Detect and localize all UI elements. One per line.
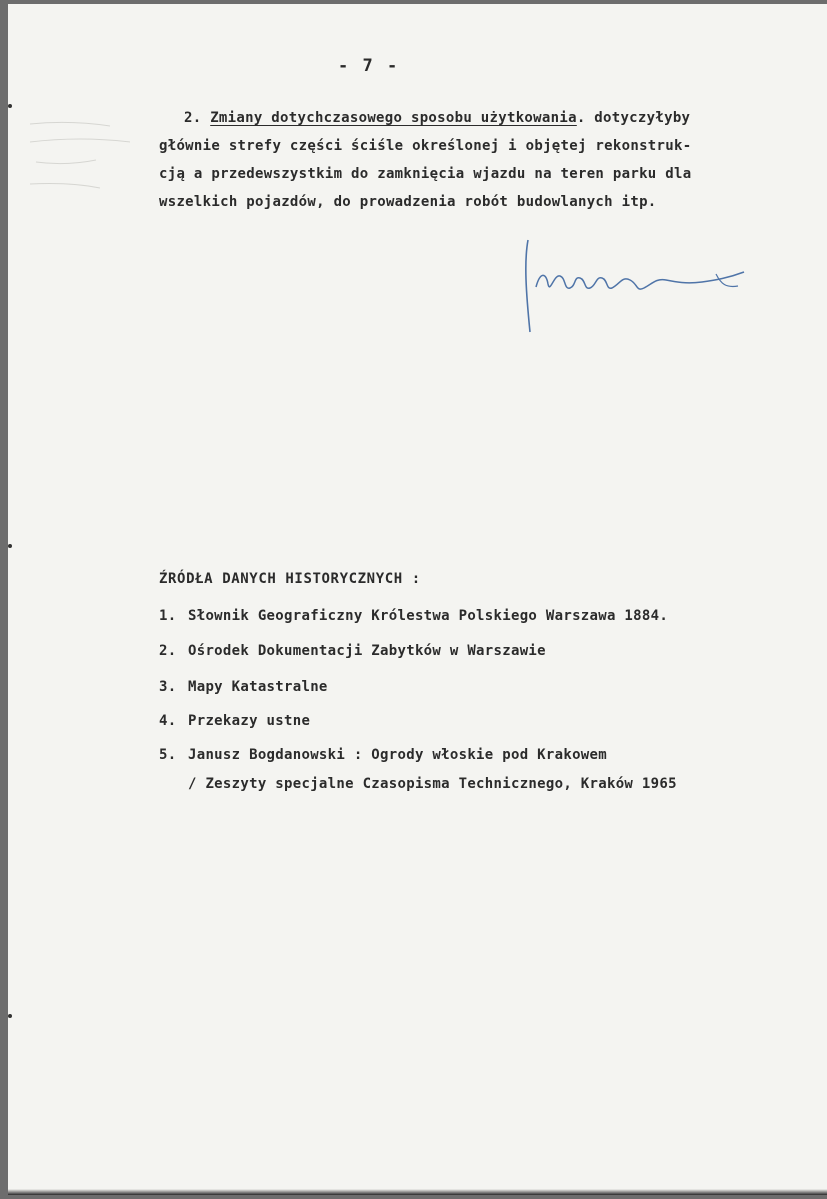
source-number: 2. (159, 643, 177, 659)
punch-hole-mark (8, 104, 12, 108)
paragraph-line (159, 104, 809, 132)
document-page (8, 4, 827, 1195)
punch-hole-mark (8, 1014, 12, 1018)
punch-hole-mark (8, 544, 12, 548)
paragraph-2 (159, 104, 809, 216)
source-text: Mapy Katastralne (188, 679, 328, 695)
source-item (159, 608, 668, 624)
paragraph-heading: Zmiany dotychczasowego sposobu użytkowania (210, 110, 577, 126)
page-number: - 7 - (338, 56, 400, 76)
source-number: 4. (159, 713, 177, 729)
source-text: Przekazy ustne (188, 713, 311, 729)
source-item (159, 713, 310, 729)
sources-heading: ŹRÓDŁA DANYCH HISTORYCZNYCH : (159, 571, 421, 587)
paragraph-line-2: głównie strefy części ściśle określonej i objętej rekonstruk- (159, 138, 692, 154)
source-item (159, 679, 328, 695)
source-number: 3. (159, 679, 177, 695)
source-item (159, 747, 607, 763)
paragraph-line-4: wszelkich pojazdów, do prowadzenia robót budowlanych itp. (159, 194, 657, 210)
source-text: Słownik Geograficzny Królestwa Polskiego Warszawa 1884. (188, 608, 669, 624)
paragraph-number: 2. (184, 110, 202, 126)
source-item (159, 643, 546, 659)
source-continuation: / Zeszyty specjalne Czasopisma Technicznego, Kraków 1965 (188, 776, 677, 792)
source-number: 1. (159, 608, 177, 624)
source-text: Ośrodek Dokumentacji Zabytków w Warszawie (188, 643, 546, 659)
handwritten-signature (516, 232, 756, 342)
page-bottom-edge (8, 1189, 827, 1195)
source-text: Janusz Bogdanowski : Ogrody włoskie pod Krakowem (188, 747, 607, 763)
paragraph-line-3: cją a przedewszystkim do zamknięcia wjazdu na teren parku dla (159, 166, 692, 182)
paragraph-line-1-rest: . dotyczyłyby (576, 110, 691, 126)
source-number: 5. (159, 747, 177, 763)
